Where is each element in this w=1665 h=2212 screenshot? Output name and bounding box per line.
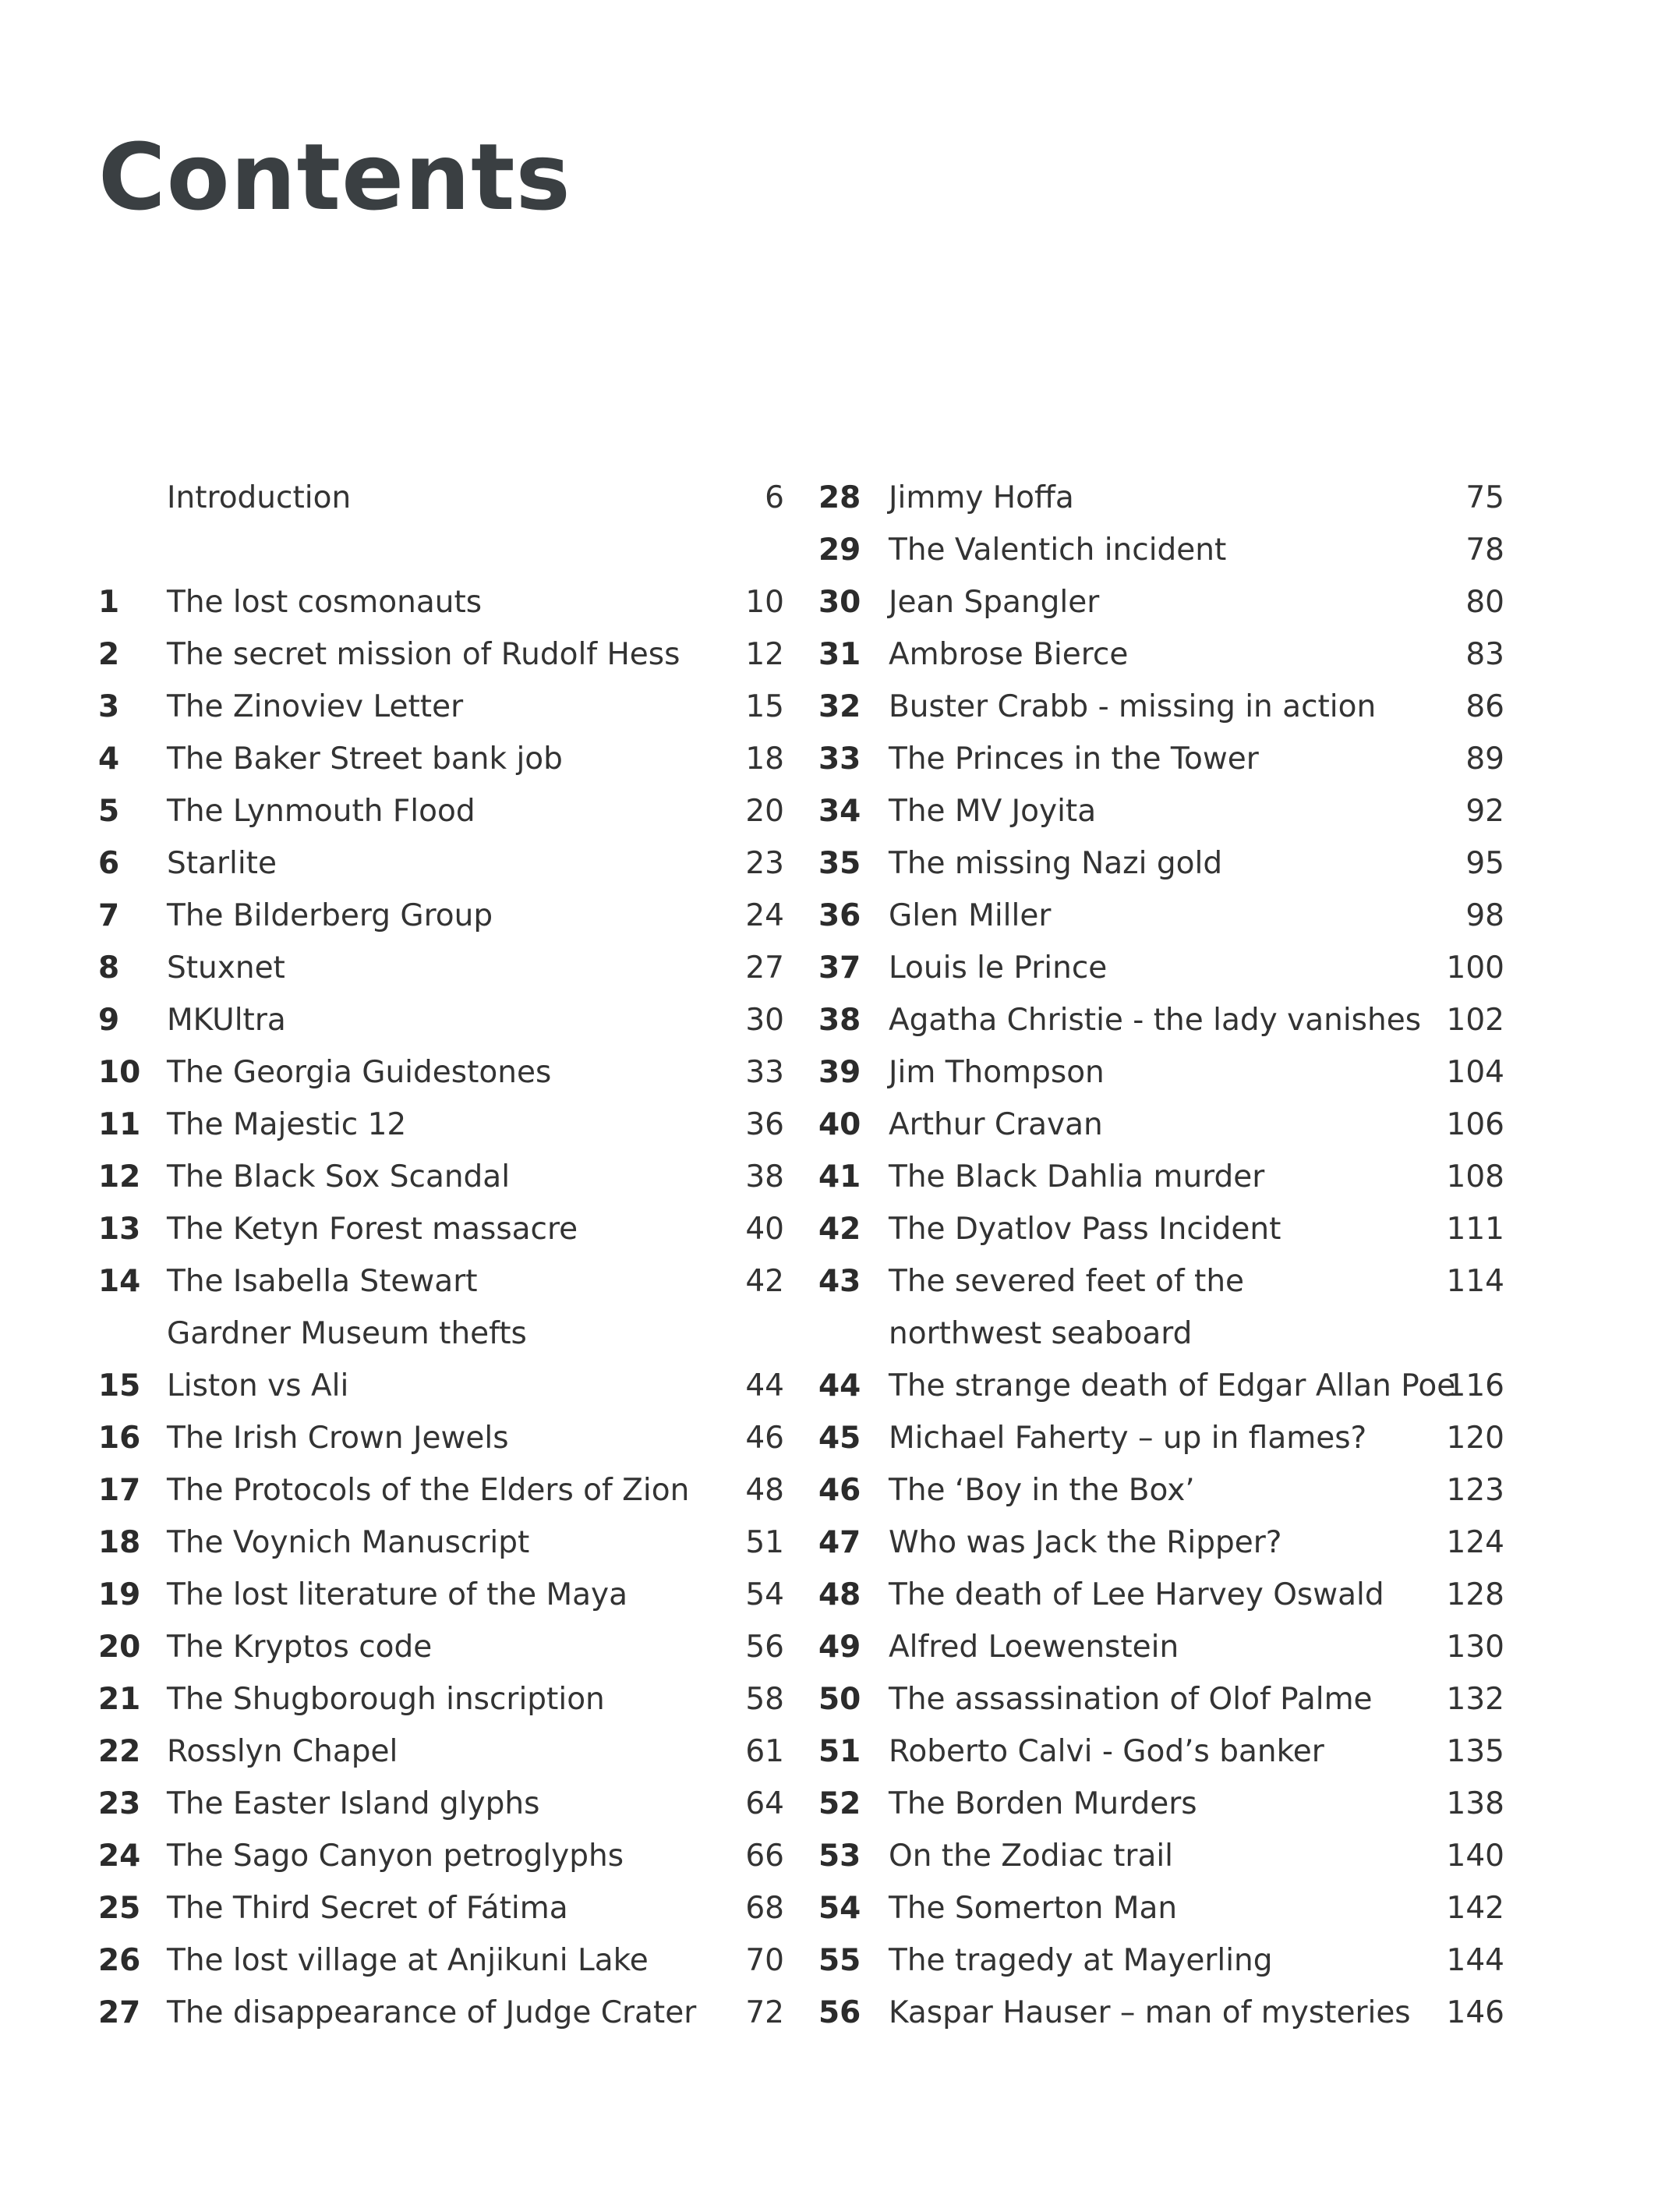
toc-entry-number: 22 [98,1734,141,1769]
toc-entry-title: Buster Crabb - missing in action [889,689,1377,724]
toc-entry [818,994,1504,1046]
toc-entry [818,576,1504,628]
toc-entry-title: Gardner Museum thefts [167,1316,527,1351]
toc-entry [818,837,1504,890]
toc-entry-number: 2 [98,637,120,672]
toc-entry [98,837,784,890]
toc-entry-page: 15 [745,689,784,724]
toc-entry [98,1778,784,1830]
toc-entry-number: 27 [98,1995,141,2030]
toc-entry-title: The MV Joyita [889,794,1097,829]
toc-entry-number: 19 [98,1577,141,1612]
toc-entry-page: 72 [745,1995,784,2030]
toc-entry [98,1099,784,1151]
toc-entry-title: Who was Jack the Ripper? [889,1525,1282,1560]
toc-entry-number: 36 [818,898,861,933]
toc-entry-number: 49 [818,1630,861,1665]
toc-entry-page: 140 [1446,1839,1504,1874]
toc-entry-number: 23 [98,1786,141,1821]
toc-entry [818,1255,1504,1308]
toc-column-right [818,472,1504,2039]
toc-entry-number: 33 [818,741,861,777]
toc-entry-page: 114 [1446,1264,1504,1299]
toc-entry-page: 124 [1446,1525,1504,1560]
toc-entry-title: Ambrose Bierce [889,637,1129,672]
toc-entry-title: Starlite [167,846,277,881]
toc-entry [98,1987,784,2039]
toc-entry [98,1360,784,1412]
toc-entry-number: 10 [98,1055,141,1090]
toc-entry-page: 78 [1465,533,1504,568]
toc-entry [818,1360,1504,1412]
toc-entry-page: 56 [745,1630,784,1665]
toc-entry-number: 25 [98,1891,141,1926]
toc-entry-number: 37 [818,950,861,986]
toc-entry [818,1099,1504,1151]
toc-entry [98,942,784,994]
toc-entry-title: Kaspar Hauser – man of mysteries [889,1995,1411,2030]
toc-entry-number: 50 [818,1682,861,1717]
toc-entry [98,628,784,681]
toc-entry [98,1725,784,1778]
toc-entry-number: 7 [98,898,120,933]
toc-entry [98,1412,784,1464]
toc-entry-title: The Lynmouth Flood [167,794,475,829]
toc-entry-title: The disappearance of Judge Crater [167,1995,697,2030]
toc-entry [98,994,784,1046]
toc-entry [98,1308,784,1360]
toc-entry-title: northwest seaboard [889,1316,1193,1351]
toc-entry [98,1203,784,1255]
toc-entry [98,472,784,524]
toc-entry [98,1673,784,1725]
toc-entry [818,1830,1504,1882]
toc-entry-page: 92 [1465,794,1504,829]
toc-entry-number: 24 [98,1839,141,1874]
toc-entry-page: 27 [745,950,784,986]
toc-entry-title: The strange death of Edgar Allan Poe [889,1368,1456,1403]
toc-entry-number: 56 [818,1995,861,2030]
toc-entry [818,1569,1504,1621]
toc-entry [98,524,784,576]
toc-entry-title: Introduction [167,480,352,515]
toc-entry-page: 44 [745,1368,784,1403]
toc-entry-page: 54 [745,1577,784,1612]
toc-entry [98,1464,784,1517]
toc-entry-number: 47 [818,1525,861,1560]
toc-entry-title: The lost village at Anjikuni Lake [167,1943,649,1978]
toc-entry-title: The Borden Murders [889,1786,1197,1821]
toc-entry-number: 32 [818,689,861,724]
toc-entry [818,1673,1504,1725]
toc-entry-number: 15 [98,1368,141,1403]
toc-entry-number: 46 [818,1473,861,1508]
toc-entry-number: 18 [98,1525,141,1560]
toc-entry [818,472,1504,524]
toc-entry-title: Rosslyn Chapel [167,1734,398,1769]
toc-entry-number: 40 [818,1107,861,1142]
toc-entry [98,1517,784,1569]
toc-entry-page: 18 [745,741,784,777]
toc-entry-title: The lost literature of the Maya [167,1577,628,1612]
toc-entry-page: 106 [1446,1107,1504,1142]
toc-entry-number: 1 [98,585,120,620]
toc-entry-number: 52 [818,1786,861,1821]
toc-entry-number: 21 [98,1682,141,1717]
toc-entry-page: 104 [1446,1055,1504,1090]
toc-entry-page: 100 [1446,950,1504,986]
toc-entry [818,733,1504,785]
toc-entry-title: The Black Sox Scandal [167,1159,511,1194]
toc-entry-title: The severed feet of the [889,1264,1245,1299]
toc-entry-page: 144 [1446,1943,1504,1978]
toc-entry-page: 80 [1465,585,1504,620]
toc-entry-page: 95 [1465,846,1504,881]
toc-entry-page: 61 [745,1734,784,1769]
toc-entry-title: The Ketyn Forest massacre [167,1212,578,1247]
toc-entry-title: Alfred Loewenstein [889,1630,1179,1665]
toc-entry-number: 38 [818,1003,861,1038]
toc-entry [818,1621,1504,1673]
toc-entry-number: 5 [98,794,120,829]
toc-entry-page: 146 [1446,1995,1504,2030]
toc-entry-title: Louis le Prince [889,950,1108,986]
toc-entry-title: The assassination of Olof Palme [889,1682,1373,1717]
toc-entry-page: 23 [745,846,784,881]
toc-entry-number: 55 [818,1943,861,1978]
toc-entry-title: The secret mission of Rudolf Hess [167,637,680,672]
toc-entry-title: The Shugborough inscription [167,1682,605,1717]
toc-entry-page: 6 [765,480,784,515]
toc-entry [818,785,1504,837]
toc-entry-page: 64 [745,1786,784,1821]
toc-entry [818,1151,1504,1203]
toc-entry [98,1255,784,1308]
toc-entry [98,576,784,628]
toc-entry [98,1934,784,1987]
toc-entry-page: 128 [1446,1577,1504,1612]
toc-entry-page: 33 [745,1055,784,1090]
toc-entry-title: Glen Miller [889,898,1052,933]
toc-entry-title: The Georgia Guidestones [167,1055,552,1090]
page-title: Contents [98,123,571,231]
toc-entry-page: 42 [745,1264,784,1299]
toc-entry [818,628,1504,681]
toc-entry-title: The lost cosmonauts [167,585,483,620]
toc-entry-page: 102 [1446,1003,1504,1038]
toc-entry-page: 68 [745,1891,784,1926]
toc-column-left [98,472,784,2039]
toc-entry-number: 8 [98,950,120,986]
toc-entry [818,1464,1504,1517]
toc-entry-page: 75 [1465,480,1504,515]
toc-entry-page: 24 [745,898,784,933]
toc-entry-number: 43 [818,1264,861,1299]
toc-entry-page: 40 [745,1212,784,1247]
toc-entry-number: 30 [818,585,861,620]
toc-entry-number: 35 [818,846,861,881]
toc-entry-page: 89 [1465,741,1504,777]
toc-entry-title: The Majestic 12 [167,1107,407,1142]
toc-entry [818,942,1504,994]
toc-entry [818,1517,1504,1569]
toc-entry-number: 53 [818,1839,861,1874]
toc-entry-page: 130 [1446,1630,1504,1665]
toc-entry-page: 132 [1446,1682,1504,1717]
toc-entry-page: 12 [745,637,784,672]
toc-entry-title: Arthur Cravan [889,1107,1103,1142]
toc-entry-title: On the Zodiac trail [889,1839,1174,1874]
toc-entry-page: 48 [745,1473,784,1508]
toc-entry [818,1725,1504,1778]
toc-entry-number: 29 [818,533,861,568]
toc-entry-number: 51 [818,1734,861,1769]
toc-entry-number: 48 [818,1577,861,1612]
toc-entry-title: Liston vs Ali [167,1368,349,1403]
toc-entry-page: 51 [745,1525,784,1560]
toc-entry-title: The Black Dahlia murder [889,1159,1265,1194]
toc-entry-number: 4 [98,741,120,777]
toc-entry-title: The Irish Crown Jewels [167,1421,509,1456]
toc-entry-number: 16 [98,1421,141,1456]
toc-entry [818,1046,1504,1099]
toc-entry [98,1882,784,1934]
toc-entry-title: Stuxnet [167,950,285,986]
toc-entry-page: 38 [745,1159,784,1194]
toc-entry [98,1151,784,1203]
toc-entry-title: The Baker Street bank job [167,741,563,777]
toc-entry [818,681,1504,733]
toc-entry-page: 20 [745,794,784,829]
toc-entry-page: 120 [1446,1421,1504,1456]
toc-entry-page: 111 [1446,1212,1504,1247]
toc-entry [818,1412,1504,1464]
toc-entry-title: The Voynich Manuscript [167,1525,530,1560]
toc-entry-number: 44 [818,1368,861,1403]
toc-entry-number: 28 [818,480,861,515]
toc-entry-title: The Zinoviev Letter [167,689,464,724]
toc-entry [818,1987,1504,2039]
toc-entry [818,524,1504,576]
toc-entry-number: 20 [98,1630,141,1665]
toc-entry-page: 135 [1446,1734,1504,1769]
toc-entry-title: The Somerton Man [889,1891,1178,1926]
toc-entry-title: MKUltra [167,1003,286,1038]
toc-entry [98,890,784,942]
toc-entry-title: Roberto Calvi - God’s banker [889,1734,1324,1769]
toc-entry-page: 66 [745,1839,784,1874]
toc-entry-number: 12 [98,1159,141,1194]
toc-entry-page: 86 [1465,689,1504,724]
toc-entry-page: 10 [745,585,784,620]
toc-entry-number: 42 [818,1212,861,1247]
toc-entry-title: The Sago Canyon petroglyphs [167,1839,624,1874]
toc-entry-number: 3 [98,689,120,724]
toc-entry [818,1934,1504,1987]
toc-entry-title: The Protocols of the Elders of Zion [167,1473,690,1508]
toc-entry-title: The death of Lee Harvey Oswald [889,1577,1384,1612]
toc-entry-page: 123 [1446,1473,1504,1508]
toc-entry-title: The Dyatlov Pass Incident [889,1212,1281,1247]
toc-entry [818,1308,1504,1360]
toc-entry [98,681,784,733]
toc-entry-title: The Easter Island glyphs [167,1786,540,1821]
toc-entry-title: Jim Thompson [889,1055,1105,1090]
toc-entry-title: The Bilderberg Group [167,898,493,933]
toc-entry [98,1830,784,1882]
toc-entry-title: The Valentich incident [889,533,1227,568]
toc-entry [98,733,784,785]
toc-entry-page: 36 [745,1107,784,1142]
toc-entry-page: 70 [745,1943,784,1978]
toc-entry-number: 41 [818,1159,861,1194]
toc-entry-title: The Isabella Stewart [167,1264,478,1299]
toc-entry-page: 46 [745,1421,784,1456]
toc-entry-number: 26 [98,1943,141,1978]
toc-entry [98,1569,784,1621]
toc-entry-page: 142 [1446,1891,1504,1926]
toc-entry-page: 58 [745,1682,784,1717]
toc-entry-number: 34 [818,794,861,829]
toc-entry [818,1203,1504,1255]
toc-entry-number: 45 [818,1421,861,1456]
toc-entry-page: 116 [1446,1368,1504,1403]
toc-entry-title: The Kryptos code [167,1630,433,1665]
toc-entry-page: 138 [1446,1786,1504,1821]
toc-entry-title: Agatha Christie - the lady vanishes [889,1003,1422,1038]
toc-entry-page: 108 [1446,1159,1504,1194]
toc-entry-page: 30 [745,1003,784,1038]
toc-entry-number: 9 [98,1003,120,1038]
toc-entry [98,785,784,837]
toc-entry [818,1778,1504,1830]
toc-entry [98,1046,784,1099]
toc-entry [818,1882,1504,1934]
toc-entry-number: 11 [98,1107,141,1142]
toc-entry-page: 83 [1465,637,1504,672]
toc-entry-title: The Princes in the Tower [889,741,1259,777]
toc-entry-number: 39 [818,1055,861,1090]
toc-entry-title: Michael Faherty – up in flames? [889,1421,1367,1456]
toc-entry-title: The tragedy at Mayerling [889,1943,1273,1978]
toc-entry-number: 17 [98,1473,141,1508]
toc-entry-title: Jean Spangler [889,585,1100,620]
toc-entry-number: 6 [98,846,120,881]
toc-entry-page: 98 [1465,898,1504,933]
toc-entry-title: The missing Nazi gold [889,846,1223,881]
toc-entry-title: The Third Secret of Fátima [167,1891,568,1926]
toc-entry [98,1621,784,1673]
toc-entry-number: 31 [818,637,861,672]
toc-entry-title: The ‘Boy in the Box’ [889,1473,1195,1508]
toc-entry-title: Jimmy Hoffa [889,480,1074,515]
toc-entry-number: 13 [98,1212,141,1247]
toc-entry [818,890,1504,942]
toc-entry-number: 14 [98,1264,141,1299]
toc-entry-number: 54 [818,1891,861,1926]
